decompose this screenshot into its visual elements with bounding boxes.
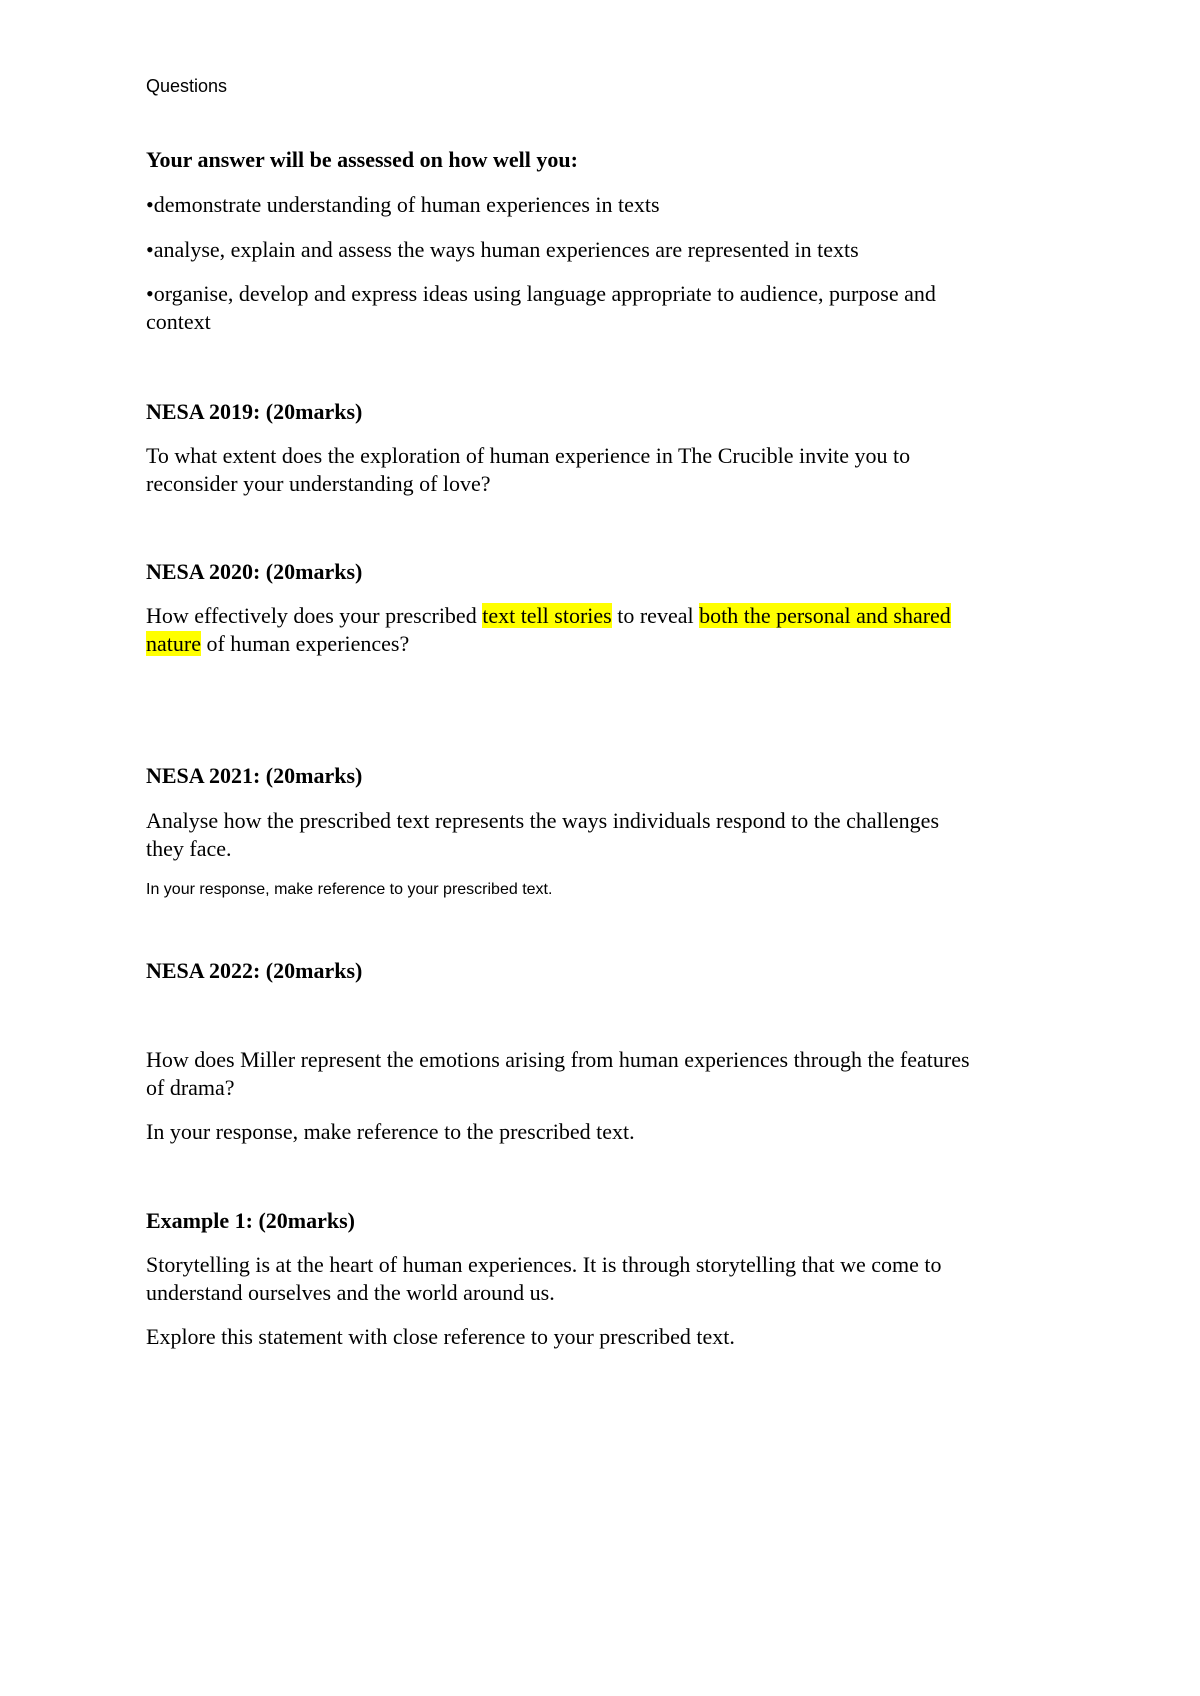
criteria-bullet-1: •demonstrate understanding of human experiences in texts xyxy=(146,192,660,217)
nesa-2020-text: of human experiences? xyxy=(200,631,410,656)
nesa-2021-heading: NESA 2021: (20marks) xyxy=(146,763,363,788)
highlight-nature: nature xyxy=(146,631,201,656)
example-1-line-2: understand ourselves and the world around us. xyxy=(146,1280,555,1305)
nesa-2020-text: How effectively does your prescribed xyxy=(146,603,483,628)
nesa-2020-question-line-1 xyxy=(146,602,951,630)
nesa-2020-heading: NESA 2020: (20marks) xyxy=(146,559,363,584)
nesa-2020-question-line-2 xyxy=(146,630,409,658)
nesa-2021-question-line-1: Analyse how the prescribed text represents the ways individuals respond to the challenges xyxy=(146,808,939,833)
nesa-2021-question-line-2: they face. xyxy=(146,836,232,861)
nesa-2021-note: In your response, make reference to your prescribed text. xyxy=(146,881,553,898)
nesa-2022-heading: NESA 2022: (20marks) xyxy=(146,958,363,983)
example-1-line-1: Storytelling is at the heart of human experiences. It is through storytelling that we come to xyxy=(146,1252,942,1277)
criteria-bullet-3: •organise, develop and express ideas using language appropriate to audience, purpose and xyxy=(146,281,936,306)
criteria-bullet-2: •analyse, explain and assess the ways human experiences are represented in texts xyxy=(146,237,859,262)
nesa-2022-question-line-2: of drama? xyxy=(146,1075,235,1100)
highlight-text-tell-stories: text tell stories xyxy=(482,603,612,628)
nesa-2019-question-line-1: To what extent does the exploration of human experience in The Crucible invite you to xyxy=(146,443,911,468)
criteria-bullet-3-continued: context xyxy=(146,309,211,334)
nesa-2019-heading: NESA 2019: (20marks) xyxy=(146,399,363,424)
highlight-personal-and-shared: both the personal and shared xyxy=(699,603,951,628)
nesa-2022-question-line-1: How does Miller represent the emotions arising from human experiences through the features xyxy=(146,1047,970,1072)
page-header: Questions xyxy=(146,76,228,96)
nesa-2020-text: to reveal xyxy=(611,603,700,628)
criteria-intro: Your answer will be assessed on how well you: xyxy=(146,147,578,172)
nesa-2022-note: In your response, make reference to the prescribed text. xyxy=(146,1119,635,1144)
example-1-heading: Example 1: (20marks) xyxy=(146,1208,355,1233)
nesa-2019-question-line-2: reconsider your understanding of love? xyxy=(146,471,491,496)
example-1-line-3: Explore this statement with close reference to your prescribed text. xyxy=(146,1324,735,1349)
